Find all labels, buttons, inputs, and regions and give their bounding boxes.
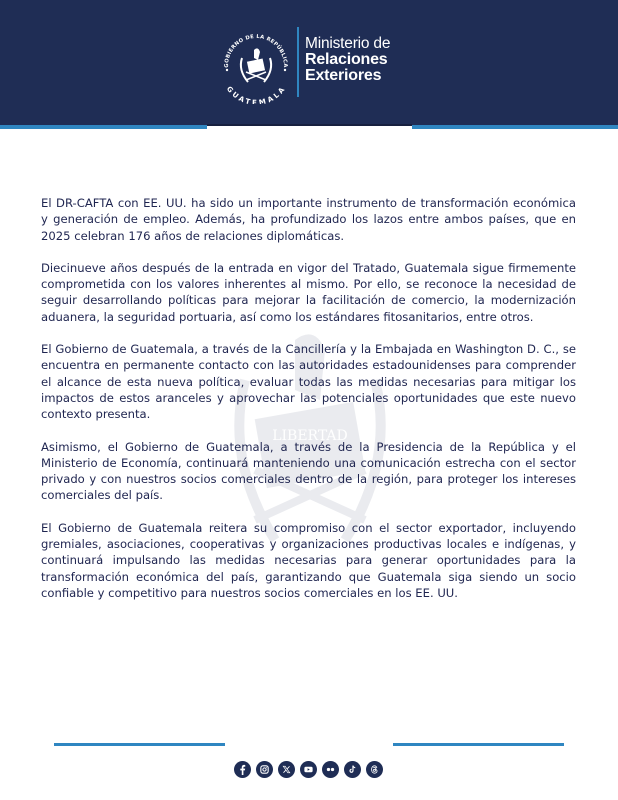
press-release-body: [41, 195, 576, 617]
paragraph: El Gobierno de Guatemala, a través de la Cancillería y la Embajada en Washington D. C., se encuentra en permanente contacto con las autoridades estadounidenses para comprender el alcance de esta nueva política, evaluar todas las medidas necesarias para mitigar los impactos de estos aranceles y aprovechar las potenciales oportunidades que este nuevo contexto presenta.: [41, 342, 576, 422]
header-accent-left: [0, 125, 207, 129]
ministry-line-1: Ministerio de: [305, 35, 391, 52]
facebook-icon[interactable]: [234, 761, 251, 778]
svg-text:GUATEMALA: [225, 85, 287, 104]
ministry-line-2: Relaciones: [305, 51, 388, 68]
watermark-text: LIBERTAD: [272, 428, 348, 444]
header-banner: [0, 0, 618, 125]
social-links: [234, 761, 383, 778]
emblem-top-text: GOBIERNO DE LA REPÚBLICA: [223, 33, 289, 68]
instagram-icon[interactable]: [256, 761, 273, 778]
paragraph: El Gobierno de Guatemala reitera su compromiso con el sector exportador, incluyendo gremiales, asociaciones, cooperativas y organizaciones productivas locales e indígenas, y continuará impulsando las medidas necesarias para generar oportunidades para la transformación económica del país, garantizando que Guatemala siga siendo un socio confiable y competitivo para nuestros socios comerciales en los EE. UU.: [41, 520, 576, 600]
header-bottom-line: [207, 124, 412, 126]
paragraph: Diecinueve años después de la entrada en vigor del Tratado, Guatemala sigue firmemente comprometida con los valores inherentes al mismo. Por ello, se reconoce la necesidad de seguir desarrollando políticas para mejorar la facilitación de comercio, la modernización aduanera, la seguridad portuaria, así como los estándares fitosanitarios, entre otros.: [41, 260, 576, 324]
paragraph: Asimismo, el Gobierno de Guatemala, a través de la Presidencia de la República y el Ministerio de Economía, continuará manteniendo una comunicación estrecha con el sector privado y con nuestros socios comerciales dentro de la región, para proteger los intereses comerciales del país.: [41, 439, 576, 503]
header-divider: [297, 27, 299, 97]
x-icon[interactable]: [278, 761, 295, 778]
header-accent-right: [412, 125, 618, 129]
flickr-icon[interactable]: [322, 761, 339, 778]
paragraph: El DR-CAFTA con EE. UU. ha sido un importante instrumento de transformación económica y generación de empleo. Además, ha profundizado los lazos entre ambos países, que en 2025 celebran 176 años de relaciones diplomáticas.: [41, 196, 576, 243]
threads-icon[interactable]: [366, 761, 383, 778]
coat-of-arms-emblem: [218, 28, 294, 104]
youtube-icon[interactable]: [300, 761, 317, 778]
ministry-logotype: [305, 36, 390, 84]
tiktok-icon[interactable]: [344, 761, 361, 778]
ministry-line-3: Exteriores: [305, 67, 382, 84]
footer-line-right: [393, 743, 564, 746]
emblem-bottom-text: GUATEMALA: [224, 84, 288, 104]
footer-line-left: [54, 743, 225, 746]
